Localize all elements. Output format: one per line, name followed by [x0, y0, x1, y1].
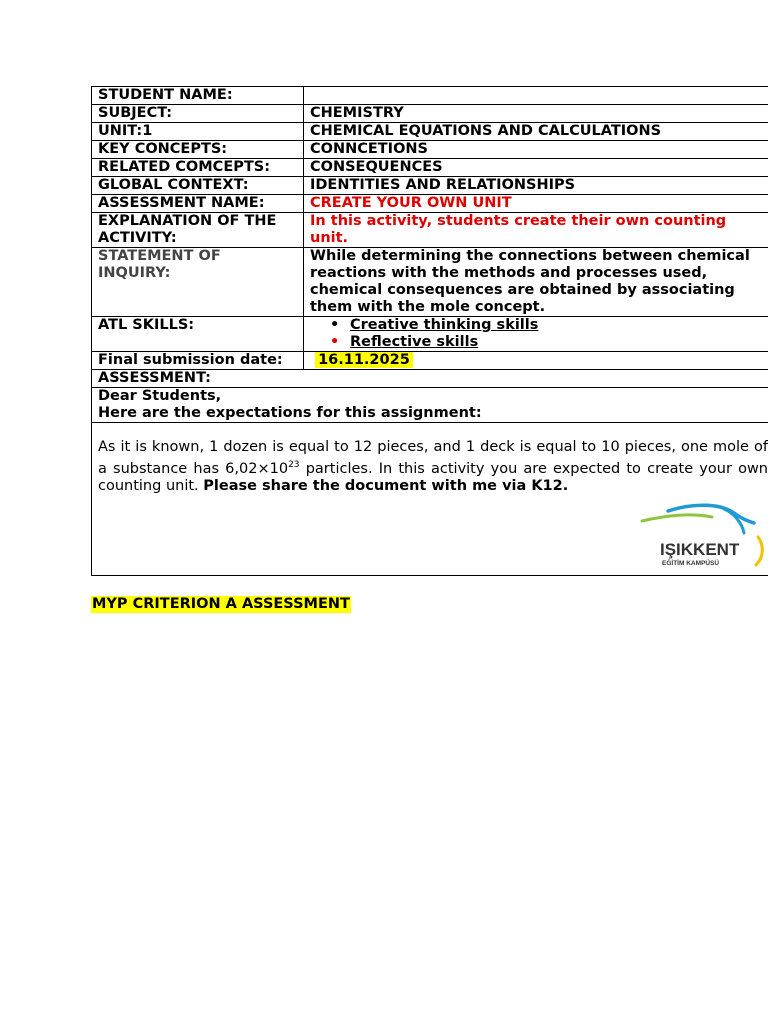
row-key-concepts [92, 141, 768, 159]
intro-cell [92, 423, 768, 576]
intro-paragraph [98, 423, 768, 495]
label-statement: STATEMENT OF INQUIRY: [92, 248, 304, 317]
label-unit: UNIT:1 [92, 123, 304, 141]
logo-name: IŞIKKENT [660, 540, 740, 560]
label-atl-skills: ATL SKILLS: [92, 317, 304, 352]
bullet-icon: • [330, 334, 340, 350]
row-student-name [92, 87, 768, 105]
value-key-concepts: CONNCETIONS [304, 141, 768, 159]
row-assessment-header [92, 370, 768, 388]
value-explanation: In this activity, students create their own counting unit. [304, 213, 768, 248]
assessment-table [91, 86, 768, 576]
atl-skill-item [330, 317, 768, 334]
isikkent-logo [638, 499, 768, 571]
intro-text: As it is known, 1 dozen is equal to 12 pieces, and 1 deck is equal to 10 pieces, one mole of a substance has 6,02×10 [98, 439, 768, 477]
row-explanation [92, 213, 768, 248]
value-assessment-name: CREATE YOUR OWN UNIT [304, 195, 768, 213]
row-unit [92, 123, 768, 141]
intro-text: particles. In this activity you are expected to create your own counting unit. [98, 460, 768, 494]
atl-skill-text: Reflective skills [350, 334, 479, 350]
submission-date: 16.11.2025 [315, 352, 413, 368]
row-statement [92, 248, 768, 317]
assessment-header: ASSESSMENT: [92, 370, 768, 388]
label-student-name: STUDENT NAME: [92, 87, 304, 105]
greeting-cell [92, 388, 768, 423]
intro-instruction: Please share the document with me via K12. [203, 477, 569, 494]
row-greeting [92, 388, 768, 423]
row-atl-skills [92, 317, 768, 352]
atl-skill-text: Creative thinking skills [350, 317, 539, 333]
row-submission-date [92, 352, 768, 370]
atl-skill-list [310, 317, 768, 351]
label-key-concepts: KEY CONCEPTS: [92, 141, 304, 159]
value-related-concepts: CONSEQUENCES [304, 159, 768, 177]
exponent: 23 [288, 459, 300, 470]
label-subject: SUBJECT: [92, 105, 304, 123]
value-unit: CHEMICAL EQUATIONS AND CALCULATIONS [304, 123, 768, 141]
label-explanation: EXPLANATION OF THE ACTIVITY: [92, 213, 304, 248]
label-global-context: GLOBAL CONTEXT: [92, 177, 304, 195]
expectations-line: Here are the expectations for this assignment: [98, 405, 482, 421]
label-assessment-name: ASSESSMENT NAME: [92, 195, 304, 213]
row-global-context [92, 177, 768, 195]
label-submission-date: Final submission date: [92, 352, 304, 370]
value-submission-date [304, 352, 768, 370]
logo-subtitle: EĞİTİM KAMPÜSÜ [662, 560, 720, 568]
value-student-name [304, 87, 768, 105]
value-atl-skills [304, 317, 768, 352]
row-subject [92, 105, 768, 123]
value-subject: CHEMISTRY [304, 105, 768, 123]
greeting-line: Dear Students, [98, 388, 222, 404]
logo-area [98, 495, 768, 575]
label-related-concepts: RELATED COMCEPTS: [92, 159, 304, 177]
value-statement: While determining the connections between chemical reactions with the methods and processes used, chemical consequences are obtained by associating them with the mole concept. [304, 248, 768, 317]
row-related-concepts [92, 159, 768, 177]
bullet-icon: • [330, 317, 340, 333]
criterion-heading: MYP CRITERION A ASSESSMENT [92, 596, 350, 612]
row-intro [92, 423, 768, 576]
atl-skill-item [330, 334, 768, 351]
value-global-context: IDENTITIES AND RELATIONSHIPS [304, 177, 768, 195]
row-assessment-name [92, 195, 768, 213]
